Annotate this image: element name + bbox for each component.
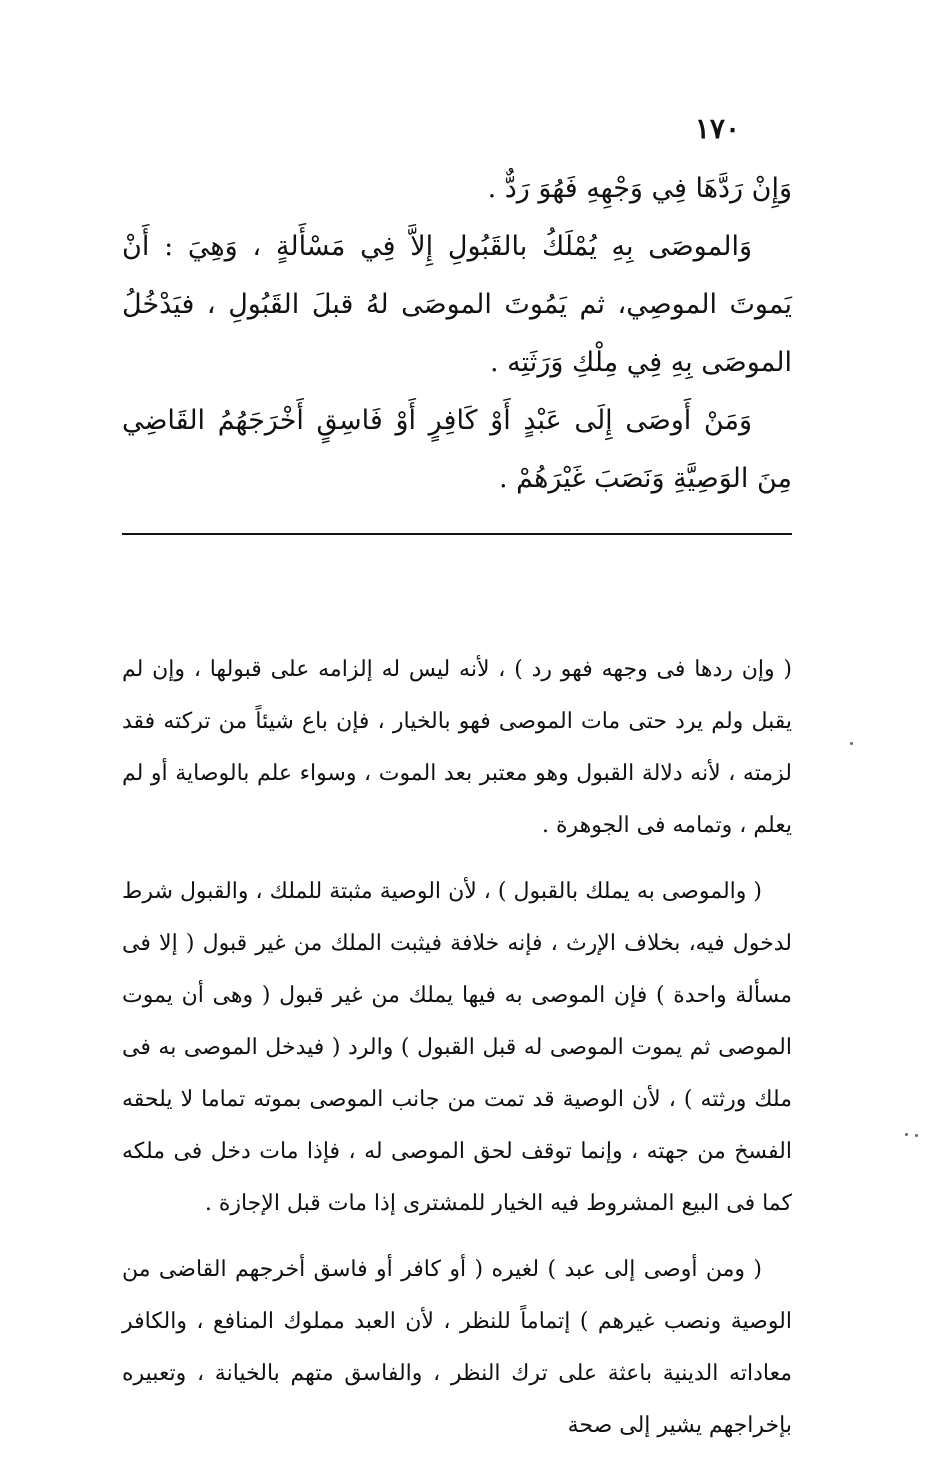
commentary-paragraph: ( وإن ردها فى وجهه فهو رد ) ، لأنه ليس له إلزامه على قبولها ، وإن لم يقبل ولم يرد حتى مات الموصى فهو بالخيار ، فإن باع شيئاً من تركته فقد لزمته ، لأنه دلالة القبول وهو معتبر بعد الموت ، وسواء علم بالوصاية أو لم يعلم ، وتمامه فى الجوهرة . [122,657,792,838]
main-paragraph: وَالموصَى بِهِ يُمْلَكُ بالقَبُولِ إِلاَّ فِي مَسْأَلةٍ ، وَهِيَ : أَنْ يَموتَ الموصِي، ثم يَمُوتَ الموصَى لهُ قبلَ القَبُولِ ، فيَدْخُلُ الموصَى بِهِ فِي مِلْكِ وَرَثَتِه . [122,231,792,378]
main-paragraph: وَمَنْ أَوصَى إِلَى عَبْدٍ أَوْ كَافِرٍ أَوْ فَاسِقٍ أَخْرَجَهُمُ القَاضِي مِنَ الوَصِيَّةِ وَنَصَبَ غَيْرَهُمْ . [122,405,792,494]
scan-speck [850,742,853,745]
page-number: ١٧٠ [694,112,740,145]
main-text [122,160,792,508]
main-paragraph: وَإِنْ رَدَّهَا فِي وَجْهِهِ فَهُوَ رَدٌّ . [487,173,792,204]
commentary-paragraph: ( والموصى به يملك بالقبول ) ، لأن الوصية مثبتة للملك ، والقبول شرط لدخول فيه، بخلاف الإرث ، فإنه خلافة فيثبت الملك من غير قبول ( إلا فى مسألة واحدة ) فإن الموصى به فيها يملك من غير قبول ( وهى أن يموت الموصى ثم يموت الموصى له قبل القبول ) والرد ( فيدخل الموصى به فى ملك ورثته ) ، لأن الوصية قد تمت من جانب الموصى بموته تماما لا يلحقه الفسخ من جهته ، وإنما توقف لحق الموصى له ، فإذا مات دخل فى ملكه كما فى البيع المشروط فيه الخيار للمشترى إذا مات قبل الإجازة . [122,879,792,1216]
commentary-text [122,644,792,1466]
scan-speck [915,1134,918,1137]
commentary-paragraph: ( ومن أوصى إلى عبد ) لغيره ( أو كافر أو فاسق أخرجهم القاضى من الوصية ونصب غيرهم ) إتماماً للنظر ، لأن العبد مملوك المنافع ، والكافر معاداته الدينية باعثة على ترك النظر ، والفاسق متهم بالخيانة ، وتعبيره بإخراجهم يشير إلى صحة [122,1257,792,1438]
scan-speck [905,1133,908,1136]
footnote-separator [122,533,792,535]
